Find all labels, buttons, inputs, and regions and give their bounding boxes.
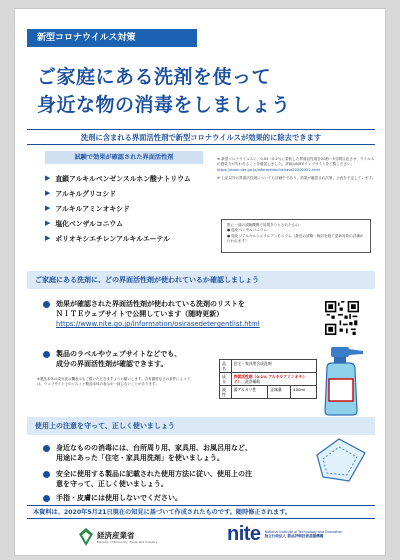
bullet-item xyxy=(43,349,181,369)
poster-sheet xyxy=(14,8,386,556)
product-label-table xyxy=(219,359,317,399)
highlighted-surfactant: 界面活性剤（0.1% アルキルアミンオキシド） xyxy=(233,374,306,384)
nite-caption xyxy=(265,530,343,539)
ingredient-label: ポリオキシエチレンアルキルエーテル xyxy=(55,234,170,243)
triangle-bullet-icon: ▶ xyxy=(45,203,51,212)
bullet-dot-icon xyxy=(43,445,50,452)
label-cell: 液性 xyxy=(220,386,232,399)
ingredient-item xyxy=(39,200,209,215)
notes-box-item: ● 塩化ベンザルコニウム xyxy=(227,228,268,233)
notes-box xyxy=(221,219,371,253)
note-2: ※ 上記以外の界面活性剤についても評価中であり、効果が確認され次第、公表を予定しています。 xyxy=(217,176,376,181)
surfactant-list-header: 試験で効果が確認された界面活性剤 xyxy=(45,151,203,164)
label-fine-note: ※製品本体の成分表示欄表示もご覧いただきますようお願いします。含有濃度などの条件によっては、ウェブサイト上のリストと製品本体の表示が一致しないことがあります。 xyxy=(37,377,191,387)
nite-japanese-name: 独立行政法人 製品評価技術基盤機構 xyxy=(264,534,324,538)
table-row xyxy=(220,373,317,386)
nite-english-name: National Institute of Technology and Evaluation xyxy=(264,529,343,534)
ingredient-label: アルキルアミンオキシド xyxy=(55,204,130,213)
triangle-bullet-icon: ▶ xyxy=(45,188,51,197)
meti-logo xyxy=(79,525,175,549)
ingredient-label: アルキルグリコシド xyxy=(55,189,116,198)
bullet-text: 用途にあった「住宅・家具用洗剤」を使いましょう。 xyxy=(56,454,224,462)
surfactant-list-box xyxy=(39,151,209,263)
section-band-usage: 使用上の注意を守って、正しく使いましょう xyxy=(27,417,375,435)
qr-code-icon[interactable] xyxy=(325,301,359,335)
section-band-check: ご家庭にある洗剤に、どの界面活性剤が使われているか確認しましょう xyxy=(27,271,375,289)
triangle-bullet-icon: ▶ xyxy=(45,218,51,227)
ingredient-label: 塩化ベンザルコニウム xyxy=(55,219,123,228)
label-cell: 成分 xyxy=(220,373,232,386)
bullet-dot-icon xyxy=(43,471,50,478)
ingredient-item xyxy=(39,170,209,185)
bullet-text: 安全に使用する製品に記載された使用方法に従い、使用上の注 xyxy=(56,470,252,478)
bullet-item xyxy=(43,469,252,489)
triangle-bullet-icon: ▶ xyxy=(45,173,51,182)
label-cell: 正味量 xyxy=(268,386,291,399)
label-cell: 400ml xyxy=(291,386,317,399)
notes-box-title: 既に一部の試験機関で効果ありとされたもの xyxy=(227,223,299,227)
label-cell: 住宅・家具用合成洗剤 xyxy=(231,360,316,373)
table-row xyxy=(220,360,317,373)
header-band: 新型コロナウイルス対策 xyxy=(27,29,197,47)
label-cell: 品名 xyxy=(220,360,232,373)
meti-mark-icon xyxy=(79,528,93,546)
footer-note: 本資料は、2020年5月21日現在の知見に基づいて作成されたものです。随時修正されます。 xyxy=(27,505,375,519)
main-title-line-1: ご家庭にある洗剤を使って xyxy=(37,66,272,88)
note-1-url[interactable]: https://www.nite.go.jp/information/osirase20200522.html xyxy=(217,167,321,172)
nite-logo xyxy=(227,523,342,545)
table-row xyxy=(220,386,317,399)
notes-box-item: ● 塩化ジアルキルジメチルアンモニウム（最近の試験・検討を経て更新対象の評価が行われます） xyxy=(227,233,364,244)
bullet-text: 製品のラベルやウェブサイトなどでも、 xyxy=(56,350,182,358)
bullet-text: 意を守って、正しく使いましょう。 xyxy=(56,480,168,488)
meti-english-name: Ministry of Economy, Trade and Industry xyxy=(97,539,158,544)
wiping-cloth-icon xyxy=(309,435,371,485)
bullet-text: 身近なものの消毒には、台所周り用、家具用、お風呂用など、 xyxy=(56,444,252,452)
bullet-item xyxy=(43,493,182,503)
label-cell: 弱アルカリ性 xyxy=(231,386,268,399)
label-cell: 界面活性剤（0.1% アルキルアミンオキシド）、洗浄補助 xyxy=(231,373,316,386)
bullet-dot-icon xyxy=(43,351,50,358)
bullet-text: 成分の界面活性剤が確認できます。 xyxy=(56,360,168,368)
subtitle: 洗剤に含まれる界面活性剤で新型コロナウイルスが効果的に除去できます xyxy=(27,129,375,145)
note-1: ※ 新型コロナウイルスに、0.05～0.2％に希釈した界面活性剤を20秒～5分間反応させ、ウイルスの感染力が失われることを確認しました。詳細はNITEウェブサイトをご覧ください。 xyxy=(217,157,375,167)
triangle-bullet-icon: ▶ xyxy=(45,233,51,242)
bullet-item xyxy=(43,299,260,329)
detergent-list-link[interactable]: https://www.nite.go.jp/information/osirasedetergentlist.html xyxy=(56,320,260,328)
nite-wordmark: nite xyxy=(227,523,261,545)
ingredient-item xyxy=(39,230,209,245)
bullet-text: ＮＩＴＥウェブサイトで公開しています（随時更新） xyxy=(56,310,224,318)
bullet-item xyxy=(43,443,252,463)
main-title-line-2: 身近な物の消毒をしましょう xyxy=(37,94,291,116)
bullet-dot-icon xyxy=(43,301,50,308)
spray-bottle-icon xyxy=(315,345,369,417)
bullet-dot-icon xyxy=(43,495,50,502)
ingredient-item xyxy=(39,185,209,200)
ingredient-label: 直鎖アルキルベンゼンスルホン酸ナトリウム xyxy=(55,174,191,183)
ingredient-item xyxy=(39,215,209,230)
meti-name: 経済産業省 xyxy=(97,530,135,540)
bullet-text: 手指・皮膚には使用しないでください。 xyxy=(56,494,182,502)
bullet-text: 効果が確認された界面活性剤が使われている洗剤のリストを xyxy=(56,300,245,308)
side-notes xyxy=(217,157,377,185)
